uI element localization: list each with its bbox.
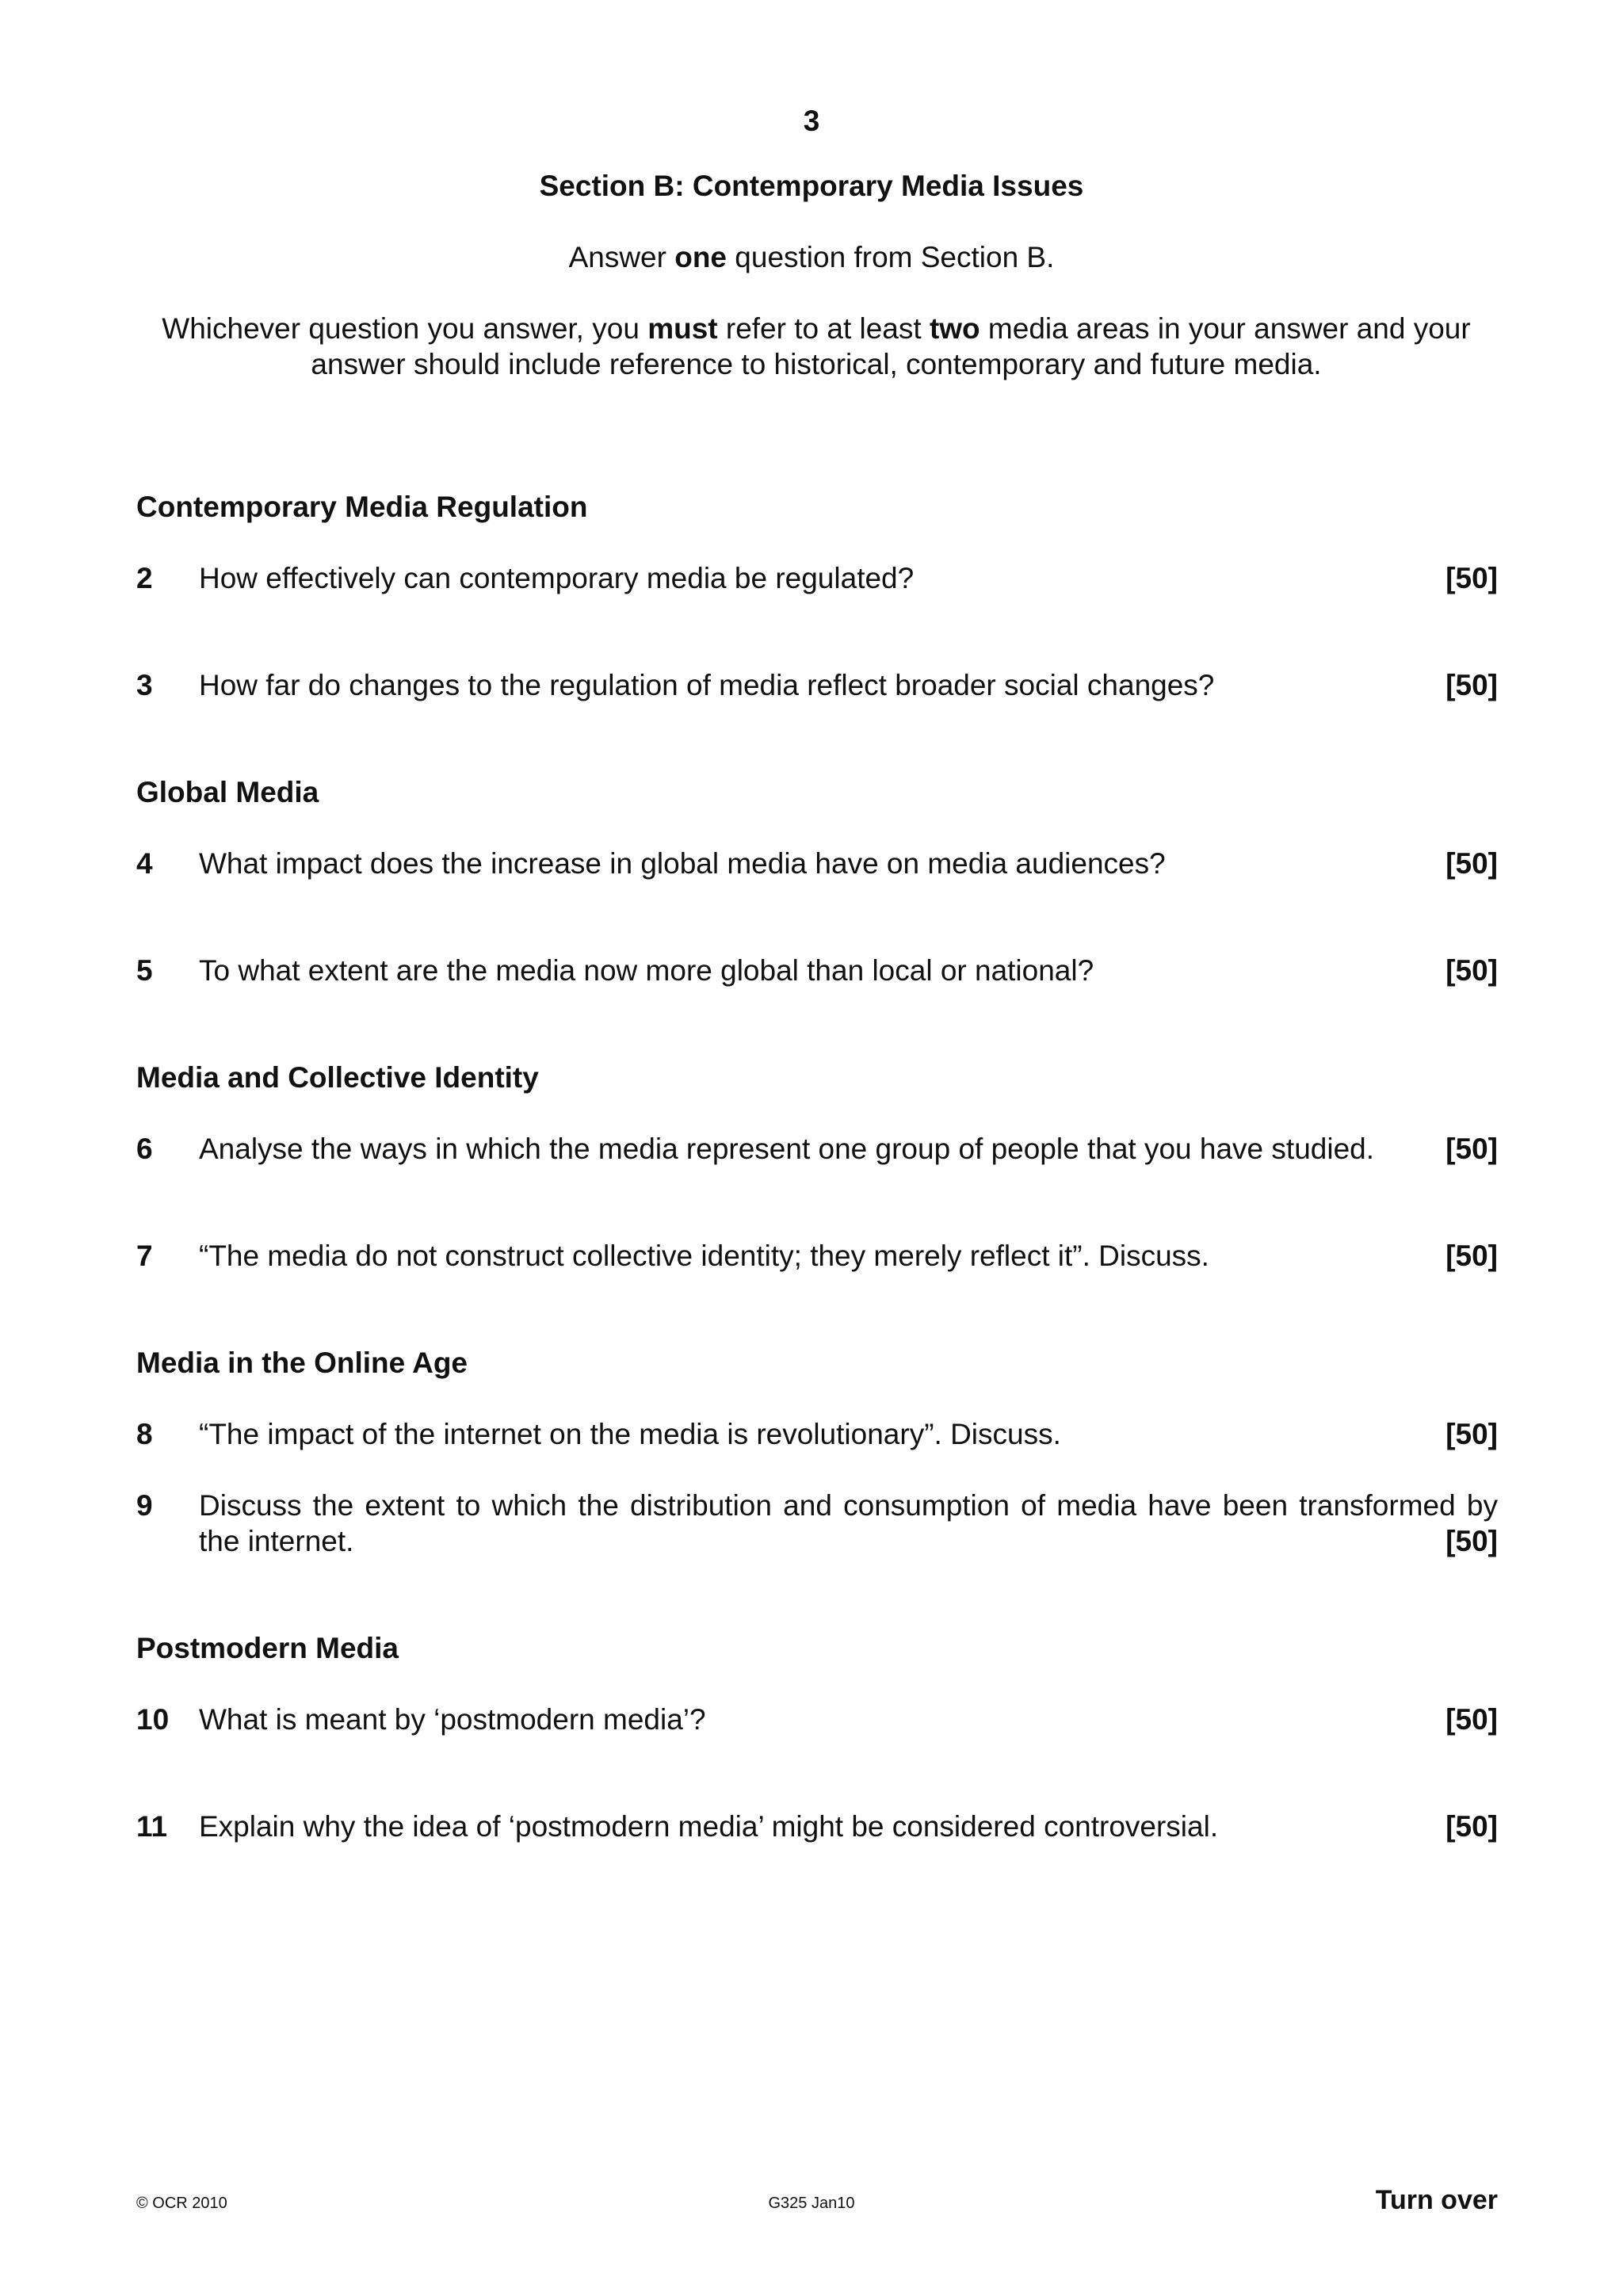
question-marks: [50] — [1445, 954, 1498, 987]
footer-copyright: © OCR 2010 — [136, 2195, 227, 2212]
question-marks: [50] — [1445, 847, 1498, 880]
question-text: What is meant by ‘postmodern media’? — [199, 1703, 706, 1736]
section-title: Section B: Contemporary Media Issues — [539, 170, 1084, 202]
question-text: What impact does the increase in global media have on media audiences? — [199, 847, 1166, 880]
question-text: “The impact of the internet on the media is revolutionary”. Discuss. — [199, 1418, 1061, 1450]
question-marks: [50] — [1445, 1703, 1498, 1736]
topic-heading: Global Media — [136, 776, 319, 808]
instruction-emphasis: one — [674, 241, 727, 273]
question-marks: [50] — [1445, 1810, 1498, 1843]
question-number: 7 — [136, 1240, 153, 1272]
topic-heading: Media and Collective Identity — [136, 1061, 539, 1094]
page-number: 3 — [803, 105, 820, 137]
question-number: 2 — [136, 562, 153, 594]
question-marks: [50] — [1445, 669, 1498, 701]
footer-turn-over: Turn over — [1375, 2185, 1498, 2215]
question-marks: [50] — [1445, 1418, 1498, 1450]
question-number: 3 — [136, 669, 153, 701]
question-text: How effectively can contemporary media be regulated? — [199, 562, 915, 594]
topic-heading: Media in the Online Age — [136, 1347, 468, 1379]
question-number: 11 — [136, 1810, 168, 1843]
instruction-text: question from Section B. — [727, 241, 1055, 273]
question-marks: [50] — [1445, 562, 1498, 594]
question-text: Discuss the extent to which the distribution and consumption of media have been transformed by the internet. — [199, 1489, 1498, 1558]
instruction-emphasis: must — [647, 312, 718, 345]
question-number: 9 — [136, 1489, 153, 1522]
question-number: 10 — [136, 1703, 170, 1736]
instruction-emphasis: two — [929, 312, 980, 345]
footer-paper-code: G325 Jan10 — [768, 2195, 855, 2212]
question-number: 6 — [136, 1133, 153, 1165]
question-number: 8 — [136, 1418, 153, 1450]
question-number: 4 — [136, 847, 153, 880]
question-marks: [50] — [1445, 1133, 1498, 1165]
instruction-text: Answer — [568, 241, 675, 273]
topic-heading: Postmodern Media — [136, 1632, 399, 1664]
question-text: “The media do not construct collective identity; they merely reflect it”. Discuss. — [199, 1240, 1209, 1272]
question-marks: [50] — [1445, 1525, 1498, 1557]
instruction-media-areas — [147, 311, 1486, 382]
topic-heading: Contemporary Media Regulation — [136, 491, 588, 523]
question-number: 5 — [136, 954, 153, 987]
question-text: Explain why the idea of ‘postmodern media’ might be considered controversial. — [199, 1810, 1219, 1843]
instruction-text: media areas in your answer and your answer should include reference to historical, contemporary and future media. — [311, 312, 1471, 381]
question-text: Analyse the ways in which the media represent one group of people that you have studied. — [199, 1133, 1374, 1165]
instruction-text: refer to at least — [717, 312, 930, 345]
question-marks: [50] — [1445, 1240, 1498, 1272]
instruction-answer-one — [0, 239, 1623, 275]
question-text: To what extent are the media now more global than local or national? — [199, 954, 1094, 987]
question-text: How far do changes to the regulation of media reflect broader social changes? — [199, 669, 1215, 701]
instruction-text: Whichever question you answer, you — [162, 312, 648, 345]
